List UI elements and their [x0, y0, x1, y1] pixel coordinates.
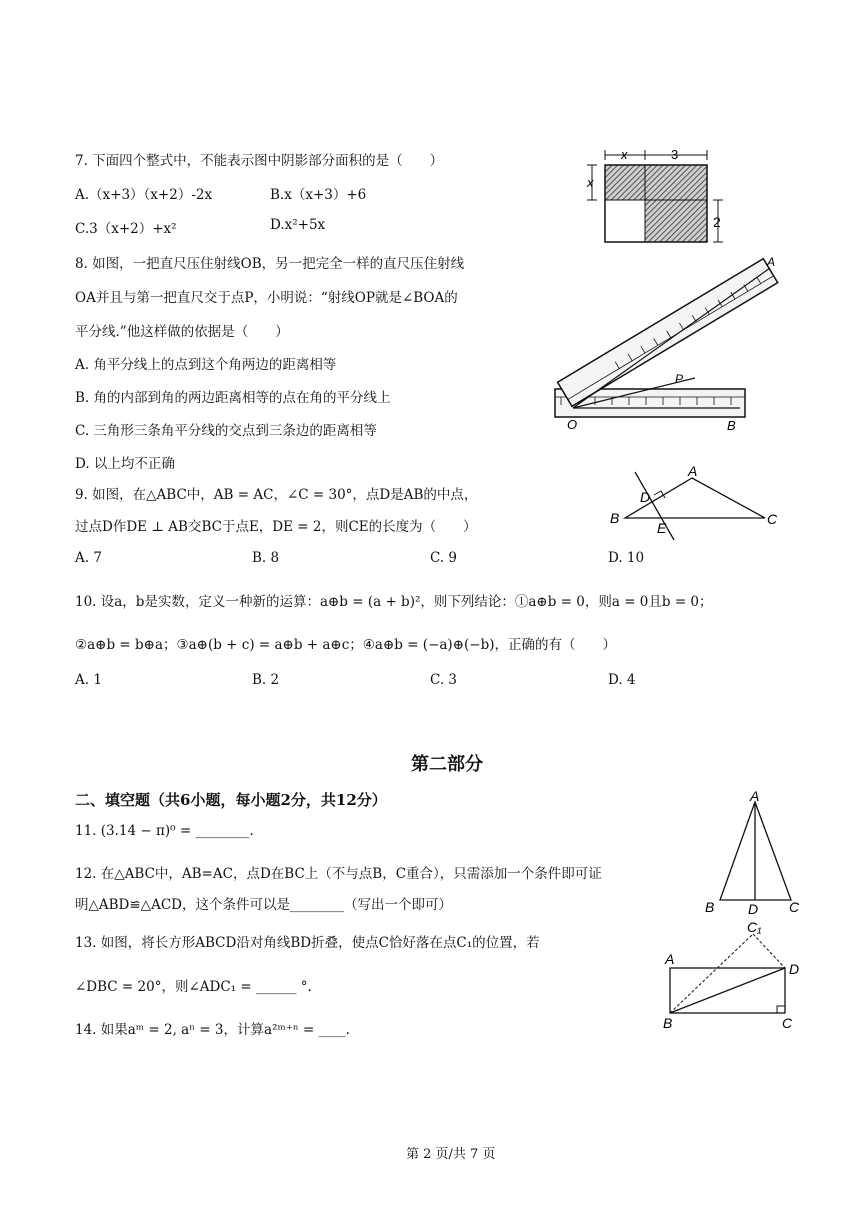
- q9-label-b: B: [610, 510, 620, 526]
- q7-label-top-3: 3: [671, 147, 679, 162]
- q7-shaded-bottom-right: [645, 200, 707, 242]
- q7-blank-bottom-left: [605, 200, 645, 242]
- q12-label-d: D: [748, 901, 759, 917]
- q9-line1: 9. 如图，在△ABC中，AB = AC，∠C = 30°，点D是AB的中点，: [75, 487, 478, 503]
- q9-figure: [600, 460, 790, 545]
- q7-label-left-x: x: [587, 175, 594, 190]
- q13-line1: 13. 如图，将长方形ABCD沿对角线BD折叠，使点C恰好落在点C₁的位置，若: [75, 935, 540, 951]
- q7-shaded-top-left: [605, 165, 645, 200]
- q9-option-d: D. 10: [608, 550, 645, 566]
- q12-label-c: C: [789, 899, 800, 915]
- q8-label-a: A: [767, 255, 776, 269]
- q9-label-c: C: [767, 511, 778, 527]
- q8-label-o: O: [567, 417, 578, 432]
- q13-label-d: D: [789, 961, 800, 977]
- part2-title: 第二部分: [411, 754, 483, 775]
- q13-figure: [655, 920, 825, 1035]
- q10-option-b: B. 2: [252, 672, 280, 688]
- q7-option-b: B.x（x+3）+6: [270, 187, 367, 203]
- q9-option-c: C. 9: [430, 550, 458, 566]
- q13-label-b: B: [663, 1015, 673, 1031]
- q12-label-a: A: [750, 790, 760, 804]
- q13-line2: ∠DBC = 20°，则∠ADC₁ = ______ °.: [75, 979, 312, 995]
- section2-heading: 二、填空题（共6小题，每小题2分，共12分）: [75, 791, 387, 809]
- q9-option-b: B. 8: [252, 550, 280, 566]
- q9-label-a: A: [688, 463, 698, 479]
- q10-line2: ②a⊕b = b⊕a；③a⊕(b + c) = a⊕b + a⊕c；④a⊕b = (−a)⊕(−b)，正确的有（ ）: [75, 637, 616, 653]
- q13-label-a: A: [665, 951, 675, 967]
- q8-ray-oa: [573, 268, 770, 408]
- q9-line-de: [635, 472, 674, 540]
- q7-label-top-x: x: [621, 147, 628, 162]
- q14-text: 14. 如果aᵐ = 2, aⁿ = 3，计算a²ᵐ⁺ⁿ = ____.: [75, 1022, 350, 1038]
- q8-figure: [545, 250, 815, 435]
- q11-text: 11. (3.14 − π)⁰ = ________.: [75, 823, 254, 839]
- q7-shaded-top-right: [645, 165, 707, 200]
- q12-line1: 12. 在△ABC中，AB=AC，点D在BC上（不与点B，C重合），只需添加一个条件即可证: [75, 866, 602, 882]
- q10-option-a: A. 1: [75, 672, 102, 688]
- q7-option-d: D.x²+5x: [270, 217, 326, 233]
- q8-option-a: A. 角平分线上的点到这个角两边的距离相等: [75, 357, 337, 373]
- q8-label-p: P: [675, 372, 684, 386]
- q7-option-a: A.（x+3）（x+2）-2x: [75, 187, 213, 203]
- q7-figure: [575, 145, 735, 250]
- q9-line2: 过点D作DE ⊥ AB交BC于点E，DE = 2，则CE的长度为（ ）: [75, 519, 477, 535]
- q9-label-d: D: [640, 489, 651, 505]
- q7-stem: 7. 下面四个整式中，不能表示图中阴影部分面积的是（ ）: [75, 153, 444, 169]
- q13-folded-c1d: [753, 934, 785, 968]
- q8-line3: 平分线.”他这样做的依据是（ ）: [75, 324, 289, 340]
- page-footer: 第 2 页/共 7 页: [406, 1147, 496, 1162]
- q9-label-e: E: [657, 520, 667, 536]
- q8-line1: 8. 如图，一把直尺压住射线OB，另一把完全一样的直尺压住射线: [75, 256, 465, 272]
- q8-option-d: D. 以上均不正确: [75, 456, 175, 472]
- q12-figure: [695, 790, 815, 920]
- q8-label-b: B: [727, 418, 736, 433]
- q12-line2: 明△ABD≌△ACD，这个条件可以是________（写出一个即可）: [75, 897, 452, 913]
- q10-option-c: C. 3: [430, 672, 458, 688]
- q13-diagonal-bd: [670, 968, 785, 1013]
- q10-line1: 10. 设a，b是实数，定义一种新的运算：a⊕b = (a + b)²，则下列结论：①a⊕b = 0，则a = 0且b = 0；: [75, 594, 713, 610]
- q8-line2: OA并且与第一把直尺交于点P，小明说：“射线OP就是∠BOA的: [75, 290, 458, 306]
- q7-option-c: C.3（x+2）+x²: [75, 221, 177, 237]
- q7-label-right-2: 2: [713, 214, 721, 230]
- q13-label-c1: C₁: [747, 920, 762, 935]
- q8-option-b: B. 角的内部到角的两边距离相等的点在角的平分线上: [75, 390, 391, 406]
- q13-label-c: C: [782, 1015, 793, 1031]
- q8-option-c: C. 三角形三条角平分线的交点到三条边的距离相等: [75, 423, 377, 439]
- q9-option-a: A. 7: [75, 550, 102, 566]
- q13-folded-bc1: [670, 934, 753, 1013]
- q12-label-b: B: [705, 899, 715, 915]
- q10-option-d: D. 4: [608, 672, 636, 688]
